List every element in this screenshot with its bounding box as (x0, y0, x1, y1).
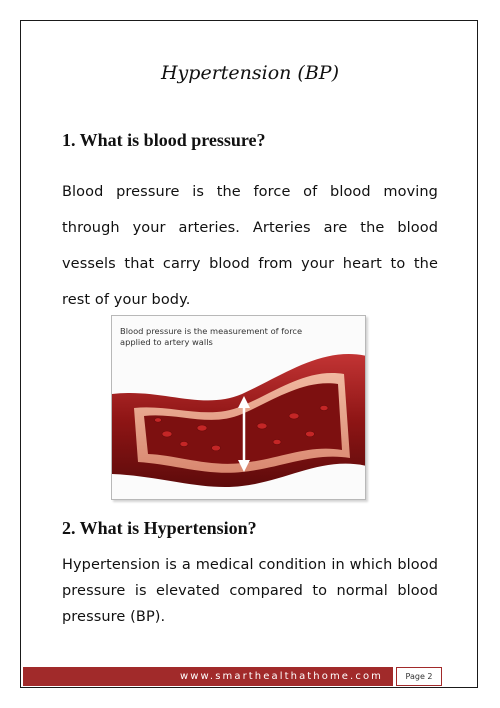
page-number: Page 2 (396, 667, 442, 686)
artery-illustration (111, 315, 366, 500)
footer-website: www.smarthealthathome.com (180, 671, 383, 682)
section-body-hypertension: Hypertension is a medical condition in which blood pressure is elevated compared to normal blood pressure (BP). (62, 557, 438, 625)
figure-caption: Blood pressure is the measurement of force applied to artery walls (120, 326, 303, 347)
section-body-blood-pressure: Blood pressure is the force of blood moving through your arteries. Arteries are the blood vessels that carry blood from your heart to the rest of your body. (62, 184, 438, 308)
document-title: Hypertension (BP) (160, 62, 340, 84)
section-heading-hypertension: 2. What is Hypertension? (62, 518, 257, 538)
section-heading-blood-pressure: 1. What is blood pressure? (62, 130, 266, 150)
footer-bar (23, 667, 393, 686)
